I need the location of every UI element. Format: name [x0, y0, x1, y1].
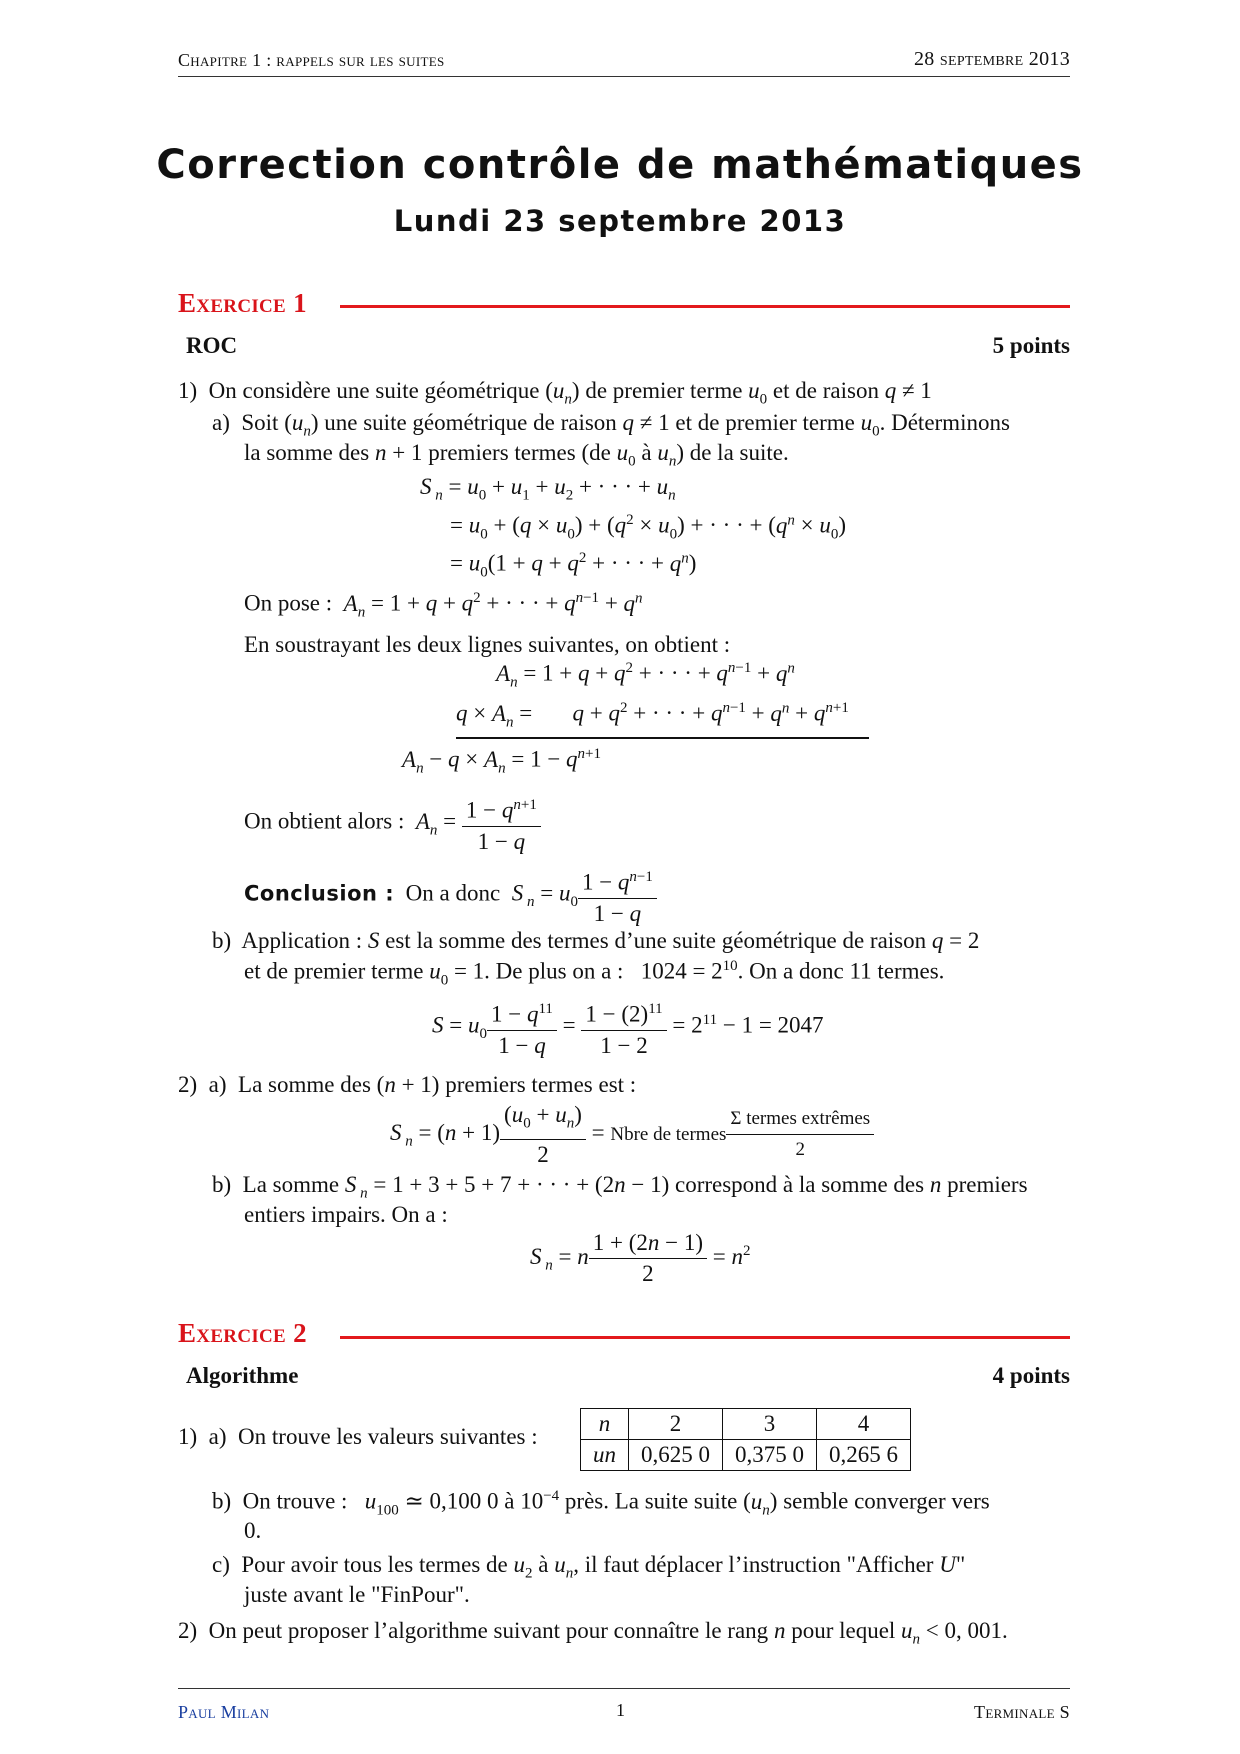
ex2-question-1b-line2: 0.: [244, 1518, 262, 1543]
table-cell: 0,265 6: [817, 1440, 911, 1471]
conclusion-label: Conclusion :: [244, 881, 395, 906]
ex1-question-2a: 2) a) La somme des (n + 1) premiers termes est :: [178, 1072, 637, 1097]
on-obtient-alors-line: On obtient alors : $A_n$ = $\frac{1 - q^{n+1}}{1 - q}$: [244, 790, 541, 857]
conclusion-line: Conclusion : On a donc S $_n = u_0$ $\frac{1 - q^{n-1}}{1 - q}$: [244, 862, 657, 929]
table-cell: 2: [629, 1409, 723, 1440]
ex1-question-1b-line1: b) Application : S est la somme des termes d’une suite géométrique de raison q = 2: [212, 928, 980, 953]
footer-page-number: 1: [616, 1700, 625, 1720]
page-title: Correction contrôle de mathématiques: [156, 142, 1084, 188]
equation-odd-sum: S $_n$ = n $\frac{1 + (2n - 1)}{2}$ = $n^2$: [530, 1230, 751, 1286]
footer-rule: [178, 1688, 1070, 1689]
table-cell: 0,375 0: [723, 1440, 817, 1471]
ex2-question-1c-line1: c) Pour avoir tous les termes de $u_2$ à $u_n$, il faut déplacer l’instruction "Afficher U": [212, 1552, 966, 1582]
ex1-question-1: 1) On considère une suite géométrique $(u_n)$ de premier terme $u_0$ et de raison q ≠ 1: [178, 378, 932, 408]
page-subtitle-date: Lundi 23 septembre 2013: [393, 204, 847, 238]
ex2-question-1c-line2: juste avant le "FinPour".: [244, 1582, 470, 1607]
ex1-question-1a-line1: a) Soit $(u_n)$ une suite géométrique de raison q ≠ 1 et de premier terme $u_0$. Déterminons: [212, 410, 1010, 440]
equation-application: $S = u_0$ $\frac{1 - q^{11}}{1 - q}$ = $\frac{1 - (2)^{11}}{1 - 2}$ = $2^{11} - 1 = 2047$: [432, 994, 824, 1061]
ex1-question-1a-line2: la somme des n + 1 premiers termes (de $u_0$ à $u_n$) de la suite.: [244, 440, 789, 470]
ex2-question-1b-line1: b) On trouve : $u_{100}$ ≃ 0,100 0 à $10^{-4}$ près. La suite suite $(u_n)$ semble converger vers: [212, 1488, 990, 1519]
ex2-question-1a: 1) a) On trouve les valeurs suivantes :: [178, 1424, 538, 1449]
footer-author: Paul Milan: [178, 1702, 270, 1722]
exercise-2-heading: Exercice 2: [178, 1318, 307, 1348]
running-header-date: 28 septembre 2013: [913, 48, 1070, 70]
equation-sum-line1: S $_n = u_0 + u_1 + u_2$ + · · · + $u_n$: [420, 474, 676, 504]
table-cell: 3: [723, 1409, 817, 1440]
equation-sum-line2: = $u_0 + (q \times u_0) + (q^2 \times u_0)$ + · · · + $(q^n \times u_0)$: [450, 512, 847, 543]
exercise-1-rule: [340, 305, 1070, 308]
ex2-question-2: 2) On peut proposer l’algorithme suivant pour connaître le rang n pour lequel $u_n < 0$, 001.: [178, 1618, 1008, 1648]
table-cell: n: [581, 1409, 629, 1440]
table-cell: 4: [817, 1409, 911, 1440]
table-cell: 0,625 0: [629, 1440, 723, 1471]
ex1-question-2b-line1: b) La somme S $_n$ = 1 + 3 + 5 + 7 + · · · + (2n − 1) correspond à la somme des n premiers: [212, 1172, 1028, 1202]
values-table: [580, 1408, 911, 1471]
exercise-1-points: 5 points: [992, 333, 1070, 358]
exercise-2-rule: [340, 1336, 1070, 1339]
subtraction-rule: [456, 737, 869, 739]
equation-arithmetic-sum: S $_n$ = (n + 1) $\frac{(u_0 + u_n)}{2}$ = Nbre de termes $\frac{\text{Σ termes extrêmes}}{2}$: [390, 1100, 874, 1170]
equation-sum-line3: = $u_0(1 + q + q^2$ + · · · + $q^n$): [450, 550, 697, 581]
ex1-question-2b-line2: entiers impairs. On a :: [244, 1202, 448, 1227]
equation-qAn: $q \times A_n$ = $q + q^2$ + · · · + $q^{n-1} + q^n + q^{n+1}$: [456, 700, 849, 731]
exercise-1-subject: ROC: [186, 333, 238, 358]
running-header-left: Chapitre 1 : rappels sur les suites: [178, 50, 445, 70]
on-pose-line: On pose : $A_n = 1 + q + q^2$ + · · · + $q^{n-1} + q^n$: [244, 590, 643, 621]
footer-class: Terminale S: [974, 1702, 1070, 1722]
table-row: [581, 1409, 911, 1440]
equation-difference: $A_n - q \times A_n = 1 - q^{n+1}$: [402, 746, 602, 777]
header-rule: [178, 76, 1070, 77]
table-row: [581, 1440, 911, 1471]
exercise-1-heading: Exercice 1: [178, 288, 307, 318]
exercise-2-points: 4 points: [992, 1363, 1070, 1388]
exercise-2-subject: Algorithme: [186, 1363, 299, 1388]
soustrayant-line: En soustrayant les deux lignes suivantes, on obtient :: [244, 632, 731, 657]
equation-An: $A_n = 1 + q + q^2$ + · · · + $q^{n-1} + q^n$: [496, 660, 795, 691]
ex1-question-1b-line2: et de premier terme $u_0 = 1$. De plus on a : $1024 = 2^{10}$. On a donc 11 termes.: [244, 958, 945, 989]
table-cell: un: [581, 1440, 629, 1471]
